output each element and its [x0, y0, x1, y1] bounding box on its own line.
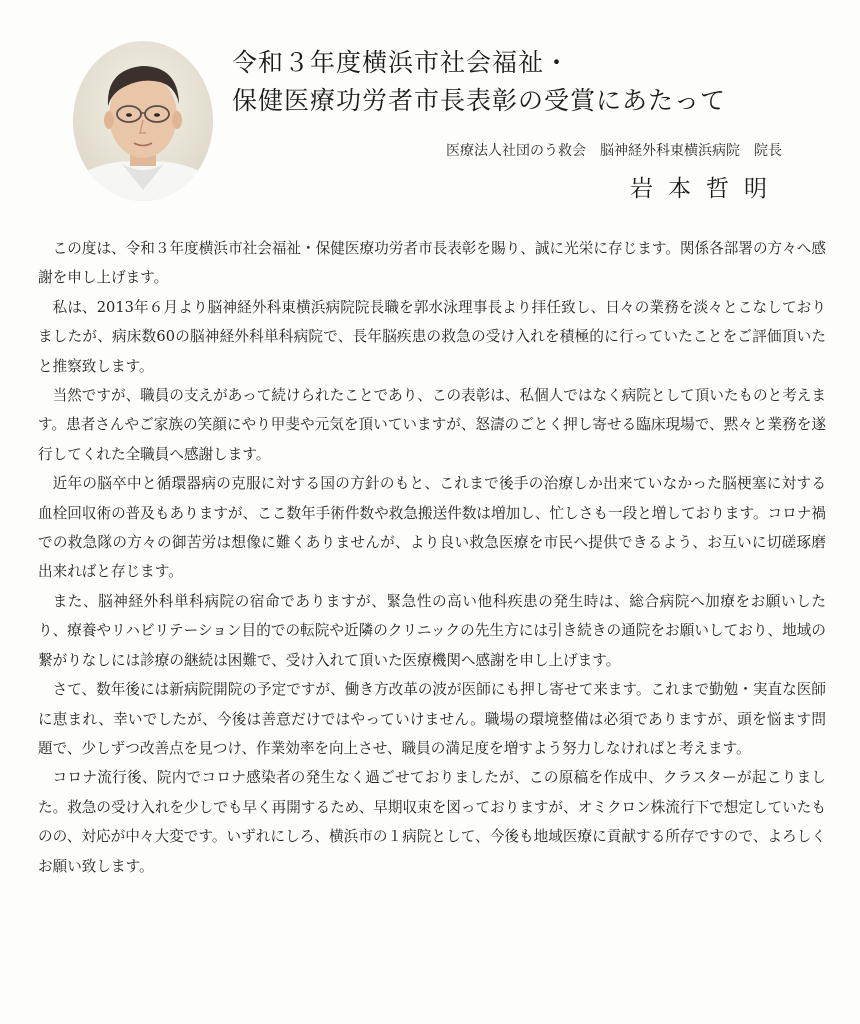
paragraph-3: 当然ですが、職員の支えがあって続けられたことであり、この表彰は、私個人ではなく病院として頂いたものと考えます。患者さんやご家族の笑顔にやり甲斐や元気を頂いていますが、怒濤のごとく押し寄せる臨床現場で、黙々と業務を遂行してくれた全職員へ感謝します。	[38, 387, 826, 463]
paragraph-7: コロナ流行後、院内でコロナ感染者の発生なく過ごせておりましたが、この原稿を作成中、クラスターが起こりました。救急の受け入れを少しでも早く再開するため、早期収束を図っておりますが、オミクロン株流行下で想定していたものの、対応が中々大変です。いずれにしろ、横浜市の１病院として、今後も地域医療に貢献する所存ですので、よろしくお願い致します。	[38, 769, 826, 875]
page-title	[232, 44, 726, 120]
paragraph-5: また、脳神経外科単科病院の宿命でありますが、緊急性の高い他科疾患の発生時は、総合病院へ加療をお願いしたり、療養やリハビリテーション目的での転院や近隣のクリニックの先生方には引き続きの通院をお願いしており、地域の繋がりなしには診療の継続は困難で、受け入れて頂いた医療機関へ感謝を申し上げます。	[38, 592, 826, 669]
title-line-1: 令和３年度横浜市社会福祉・	[232, 48, 571, 77]
portrait-photo	[72, 40, 214, 202]
paragraph-1: この度は、令和３年度横浜市社会福祉・保健医療功労者市長表彰を賜り、誠に光栄に存じます。関係各部署の方々へ感謝を申し上げます。	[38, 240, 826, 287]
paragraph-4: 近年の脳卒中と循環器病の克服に対する国の方針のもと、これまで後手の治療しか出来ていなかった脳梗塞に対する血栓回収術の普及もありますが、ここ数年手術件数や救急搬送件数は増加し、忙しさも一段と増しております。コロナ禍での救急隊の方々の御苦労は想像に難くありませんが、より良い救急医療を市民へ提供できるよう、お互いに切磋琢磨出来ればと存じます。	[38, 475, 826, 581]
author-affiliation: 医療法人社団のう救会 脳神経外科東横浜病院 院長	[446, 143, 782, 159]
author-name: 岩本哲明	[630, 176, 782, 202]
title-line-2: 保健医療功労者市長表彰の受賞にあたって	[232, 86, 727, 115]
article-body	[38, 234, 826, 881]
paragraph-2: 私は、2013年６月より脳神経外科東横浜病院院長職を郭水泳理事長より拝任致し、日々の業務を淡々とこなしておりましたが、病床数60の脳神経外科単科病院で、長年脳疾患の救急の受け入れを積極的に行っていたことをご評価頂いたと推察致します。	[38, 298, 826, 375]
paragraph-6: さて、数年後には新病院開院の予定ですが、働き方改革の波が医師にも押し寄せて来ます。これまで勤勉・実直な医師に恵まれ、幸いでしたが、今後は善意だけではやっていけません。職場の環境整備は必須でありますが、頭を悩ます問題で、少しずつ改善点を見つけ、作業効率を向上させ、職員の満足度を増すよう努力しなければと考えます。	[38, 681, 826, 757]
